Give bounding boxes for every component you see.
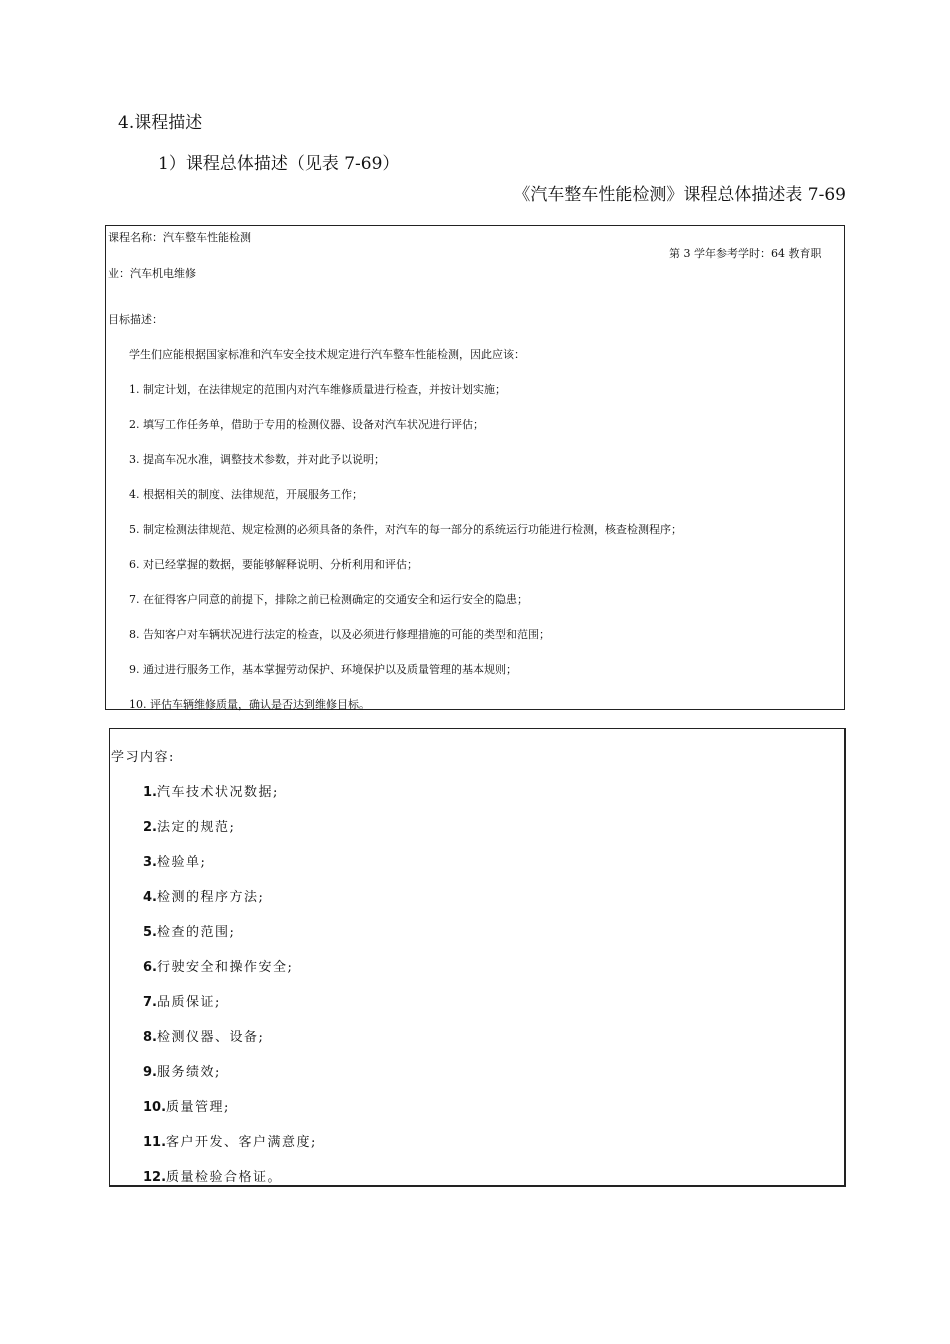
goal-intro: 学生们应能根据国家标准和汽车安全技术规定进行汽车整车性能检测，因此应该： (129, 348, 525, 361)
content-item-number: 8. (143, 1030, 157, 1045)
content-item-number: 1. (143, 785, 157, 800)
content-item-number: 12. (143, 1170, 167, 1185)
content-item (143, 921, 235, 940)
learning-content-table (109, 728, 846, 1187)
major: 业：汽车机电维修 (108, 267, 196, 280)
goal-item: 6. 对已经掌握的数据，要能够解释说明、分析利用和评估； (129, 558, 418, 571)
content-label: 学习内容: (111, 750, 175, 765)
goal-item: 4. 根据相关的制度、法律规范，开展服务工作； (129, 488, 363, 501)
content-item (143, 1131, 317, 1150)
content-item-text: 质量检验合格证。 (166, 1170, 283, 1185)
content-item (143, 1026, 264, 1045)
content-item-text: 汽车技术状况数据; (156, 785, 279, 800)
content-item-text: 检验单; (156, 855, 207, 870)
section-title: 4.课程描述 (118, 113, 203, 133)
content-item-number: 7. (143, 995, 157, 1010)
content-item (143, 956, 293, 975)
content-item-number: 9. (143, 1065, 157, 1080)
table-caption: 《汽车整车性能检测》课程总体描述表 7-69 (513, 185, 846, 205)
goal-item: 8. 告知客户对车辆状况进行法定的检查，以及必须进行修理措施的可能的类型和范围； (129, 628, 550, 641)
goal-item: 7. 在征得客户同意的前提下，排除之前已检测确定的交通安全和运行安全的隐患； (129, 593, 528, 606)
content-item-text: 法定的规范; (156, 820, 236, 835)
course-overview-table (105, 225, 845, 710)
content-item-text: 品质保证; (156, 995, 221, 1010)
goal-item: 2. 填写工作任务单，借助于专用的检测仪器、设备对汽车状况进行评估； (129, 418, 484, 431)
content-item (143, 1096, 230, 1115)
goal-item: 10. 评估车辆维修质量，确认是否达到维修目标。 (129, 698, 370, 711)
goal-item: 3. 提高车况水准，调整技术参数，并对此予以说明； (129, 453, 385, 466)
content-item-number: 11. (143, 1135, 167, 1150)
content-item-text: 检查的范围; (156, 925, 236, 940)
content-item (143, 991, 221, 1010)
content-item-text: 检测的程序方法; (156, 890, 265, 905)
content-item-text: 服务绩效; (156, 1065, 221, 1080)
goal-item: 5. 制定检测法律规范、规定检测的必须具备的条件，对汽车的每一部分的系统运行功能进行检测，核查检测程序； (129, 523, 682, 536)
goal-item: 9. 通过进行服务工作，基本掌握劳动保护、环境保护以及质量管理的基本规则； (129, 663, 517, 676)
content-item (143, 781, 279, 800)
content-item (143, 1061, 221, 1080)
content-item-text: 检测仪器、设备; (156, 1030, 265, 1045)
content-item-number: 5. (143, 925, 157, 940)
content-item (143, 1166, 282, 1185)
content-item-text: 行驶安全和操作安全; (156, 960, 294, 975)
goal-label: 目标描述： (108, 313, 163, 326)
content-item (143, 816, 235, 835)
goal-item: 1. 制定计划，在法律规定的范围内对汽车维修质量进行检查，并按计划实施； (129, 383, 506, 396)
content-item-text: 质量管理; (166, 1100, 230, 1115)
content-item-number: 6. (143, 960, 157, 975)
subsection-title: 1）课程总体描述（见表 7-69） (158, 154, 400, 174)
course-name: 课程名称：汽车整车性能检测 (108, 231, 251, 244)
content-item-number: 3. (143, 855, 157, 870)
content-item-number: 2. (143, 820, 157, 835)
hours-info: 第 3 学年参考学时：64 教育职 (669, 247, 822, 260)
content-item-number: 4. (143, 890, 157, 905)
content-item-text: 客户开发、客户满意度; (166, 1135, 317, 1150)
content-item-number: 10. (143, 1100, 167, 1115)
content-item (143, 851, 206, 870)
content-item (143, 886, 264, 905)
